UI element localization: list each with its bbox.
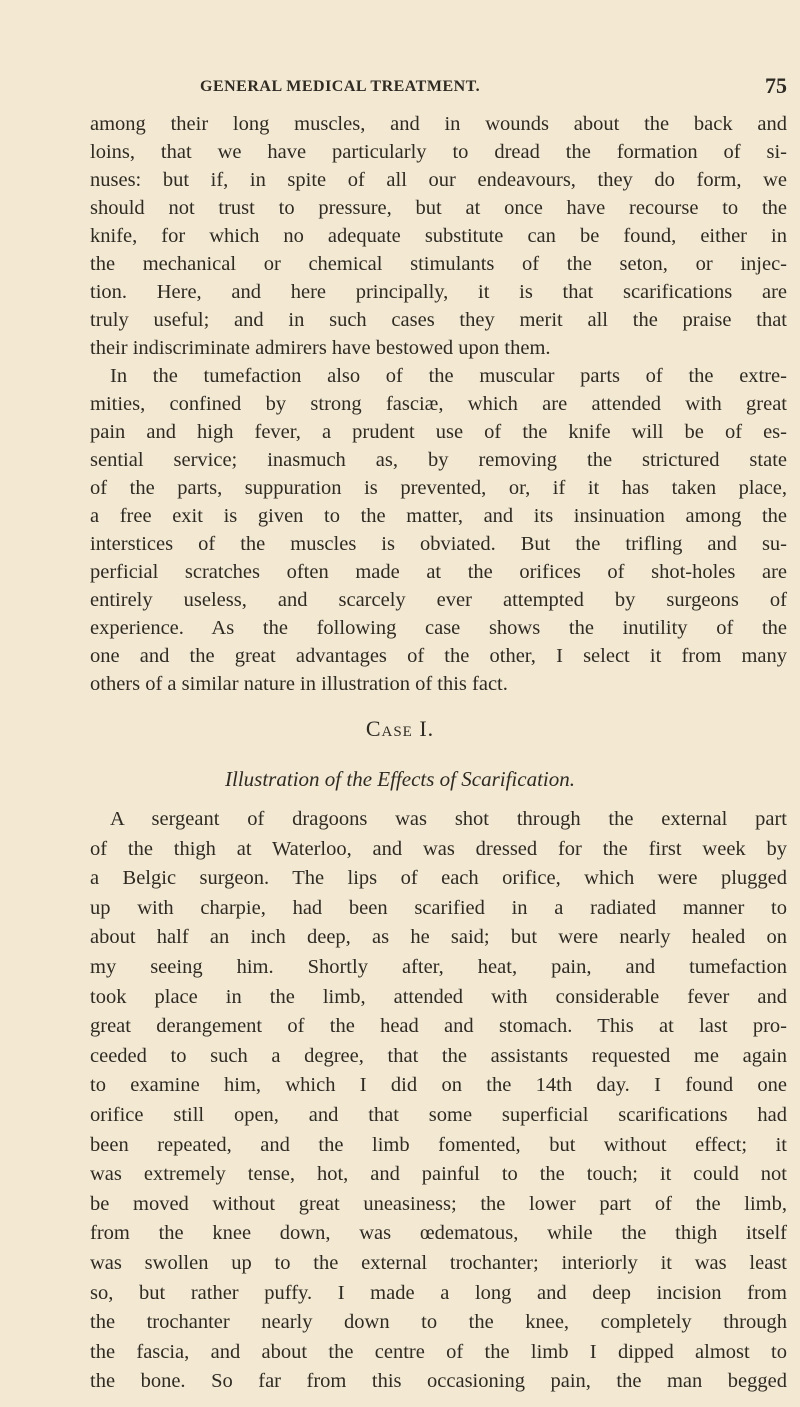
case-subtitle: Illustration of the Effects of Scarification. [225,767,575,791]
text-line: pain and high fever, a prudent use of the knife will be of es- [90,421,787,443]
paragraph-2 [90,805,787,1397]
text-line: was swollen up to the external trochanter; interiorly it was least [90,1251,787,1274]
text-line: a Belgic surgeon. The lips of each orifice, which were plugged [90,867,787,890]
text-line: up with charpie, had been scarified in a radiated manner to [90,896,787,919]
text-line: truly useful; and in such cases they merit all the praise that [90,309,787,331]
text-line: a free exit is given to the matter, and its insinuation among the [90,505,787,527]
text-line: A sergeant of dragoons was shot through the external part [110,808,787,830]
running-title: GENERAL MEDICAL TREATMENT. [200,78,481,95]
text-line: from the knee down, was œdematous, while the thigh itself [90,1222,787,1245]
text-line: of the thigh at Waterloo, and was dressed for the first week by [90,837,787,860]
text-line: to examine him, which I did on the 14th day. I found one [90,1074,787,1097]
text-line: In the tumefaction also of the muscular parts of the extre- [110,365,787,387]
text-line: the trochanter nearly down to the knee, completely through [90,1311,787,1334]
text-line: of the parts, suppuration is prevented, or, if it has taken place, [90,477,787,499]
text-line: the bone. So far from this occasioning pain, the man begged [90,1370,787,1393]
text-line: so, but rather puffy. I made a long and deep incision from [90,1281,787,1304]
text-line: their indiscriminate admirers have bestowed upon them. [90,337,551,359]
text-line: should not trust to pressure, but at once have recourse to the [90,197,787,219]
text-line: experience. As the following case shows the inutility of the [90,617,787,639]
text-line: mities, confined by strong fasciæ, which are attended with great [90,393,787,415]
text-line: been repeated, and the limb fomented, but without effect; it [90,1133,787,1156]
text-line: interstices of the muscles is obviated. But the trifling and su- [90,533,787,555]
text-line: others of a similar nature in illustration of this fact. [90,673,508,695]
text-line: among their long muscles, and in wounds about the back and [90,113,787,135]
text-line: knife, for which no adequate substitute can be found, either in [90,225,787,247]
text-line: one and the great advantages of the other, I select it from many [90,645,787,667]
text-line: ceeded to such a degree, that the assistants requested me again [90,1044,787,1067]
text-line: sential service; inasmuch as, by removing the strictured state [90,449,787,471]
text-line: perficial scratches often made at the orifices of shot-holes are [90,561,787,583]
text-line: the fascia, and about the centre of the limb I dipped almost to [90,1340,787,1363]
text-line: entirely useless, and scarcely ever attempted by surgeons of [90,589,787,611]
text-line: be moved without great uneasiness; the lower part of the limb, [90,1192,787,1215]
text-line: great derangement of the head and stomach. This at last pro- [90,1015,787,1038]
text-line: nuses: but if, in spite of all our endeavours, they do form, we [90,169,787,191]
text-line: tion. Here, and here principally, it is that scarifications are [90,281,787,303]
text-line: about half an inch deep, as he said; but were nearly healed on [90,926,787,949]
case-heading: Case I. [365,716,435,741]
page-header [90,73,787,102]
text-line: loins, that we have particularly to dread the formation of si- [90,141,787,163]
text-line: orifice still open, and that some superficial scarifications had [90,1103,787,1126]
text-line: the mechanical or chemical stimulants of the seton, or injec- [90,253,787,275]
page-number: 75 [765,73,787,98]
text-line: took place in the limb, attended with considerable fever and [90,985,787,1008]
text-line: was extremely tense, hot, and painful to the touch; it could not [90,1163,787,1186]
paragraph-1 [90,110,787,698]
text-line: my seeing him. Shortly after, heat, pain, and tumefaction [90,955,787,978]
